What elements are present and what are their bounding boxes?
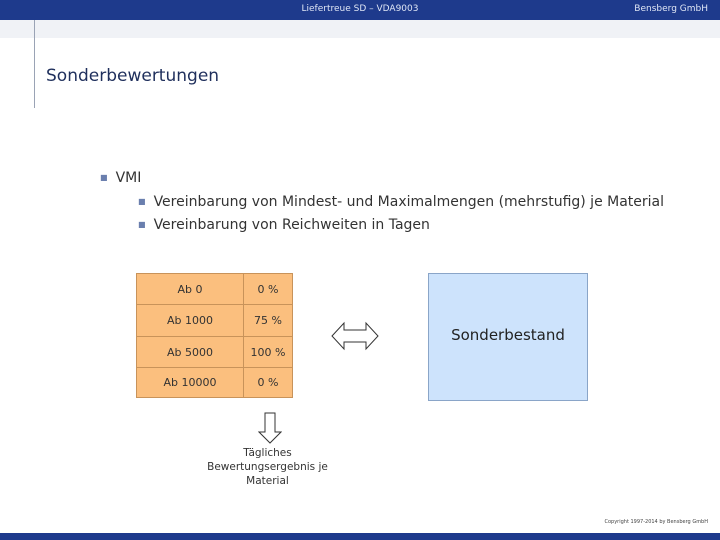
bullet-vmi-label: VMI xyxy=(115,170,142,186)
title-divider xyxy=(34,20,35,108)
table-row-value: 0 % xyxy=(243,367,293,398)
table-row-value: 75 % xyxy=(243,304,293,337)
table-row-value: 100 % xyxy=(243,336,293,368)
table-row-label: Ab 1000 xyxy=(136,304,244,337)
sonderbestand-box xyxy=(428,273,588,401)
square-bullet-icon: ■ xyxy=(138,220,146,229)
footer-bar xyxy=(0,533,720,540)
header-title: Liefertreue SD – VDA9003 xyxy=(301,4,419,14)
sub-bullet-1 xyxy=(138,194,664,210)
sub-bullet-2 xyxy=(138,217,430,233)
sub-bullet-1-label: Vereinbarung von Mindest- und Maximalmengen (mehrstufig) je Material xyxy=(153,194,665,210)
result-line-3: Material xyxy=(246,475,289,487)
header-bar xyxy=(0,0,720,20)
result-line-2: Bewertungsergebnis je xyxy=(207,461,328,473)
table-row-label: Ab 0 xyxy=(136,273,244,305)
copyright-text: Copyright 1997-2014 by Bensberg GmbH xyxy=(604,519,708,525)
square-bullet-icon: ■ xyxy=(100,173,108,182)
result-line-1: Tägliches xyxy=(243,447,292,459)
header-company: Bensberg GmbH xyxy=(634,4,708,14)
slide-title: Sonderbewertungen xyxy=(46,66,220,86)
table-row-label: Ab 5000 xyxy=(136,336,244,368)
sonderbestand-label: Sonderbestand xyxy=(451,326,565,344)
down-arrow-icon xyxy=(258,412,282,444)
table-row-label: Ab 10000 xyxy=(136,367,244,398)
header-band xyxy=(0,20,720,38)
bullet-vmi xyxy=(100,170,141,186)
square-bullet-icon: ■ xyxy=(138,197,146,206)
sub-bullet-2-label: Vereinbarung von Reichweiten in Tagen xyxy=(153,217,430,233)
table-row-value: 0 % xyxy=(243,273,293,305)
left-right-arrow-icon xyxy=(330,319,380,353)
result-text xyxy=(200,446,335,488)
